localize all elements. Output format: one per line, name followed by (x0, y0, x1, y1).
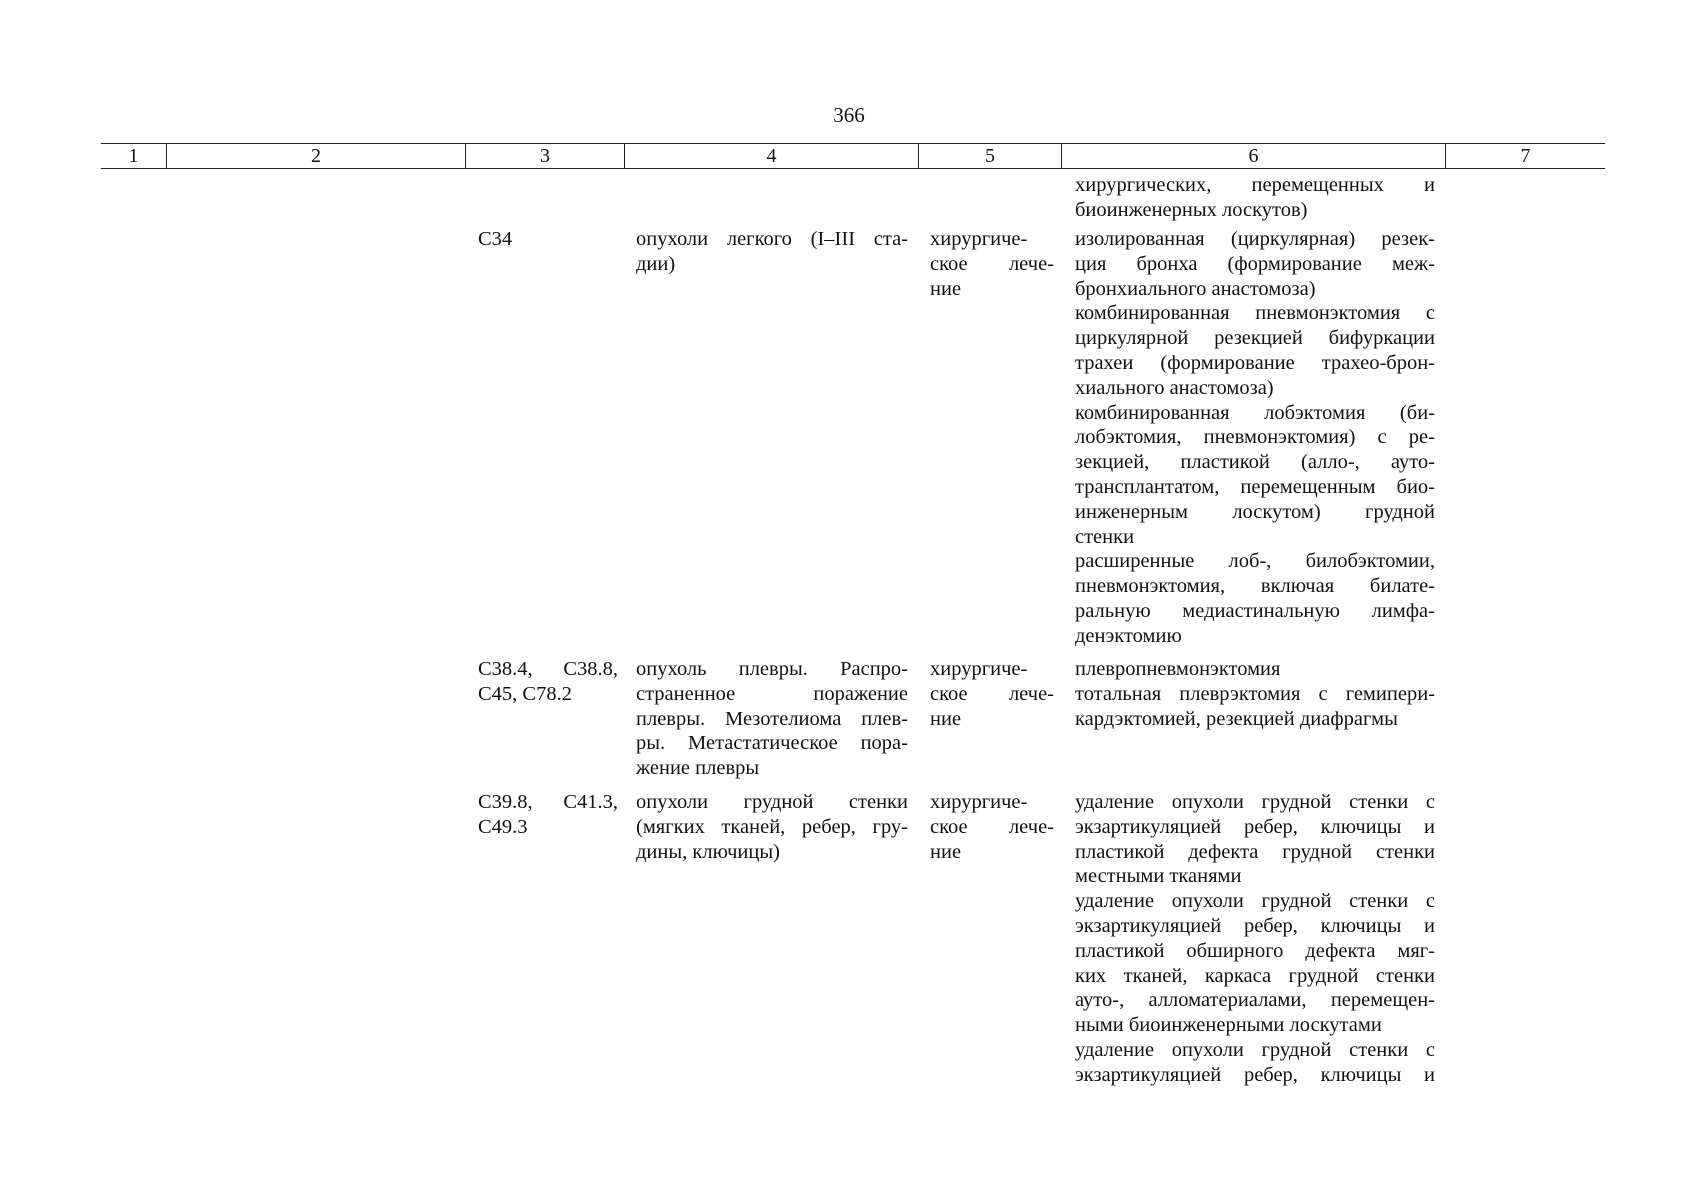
text-line: пневмонэктомия, включая билате- (1075, 575, 1435, 598)
text-line: ское лече- (930, 682, 1054, 705)
text-line: опухоли легкого (I–III ста- (636, 228, 908, 250)
text-line: кардэктомией, резекцией диафрагмы (1075, 707, 1398, 730)
method-item (1075, 1038, 1435, 1088)
text-line: опухоли грудной стенки (636, 791, 908, 813)
text-line: инженерным лоскутом) грудной (1075, 500, 1435, 523)
code-line: C49.3 (478, 815, 528, 838)
text-line: бронхиального анастомоза) (1075, 277, 1316, 300)
text-line: удаление опухоли грудной стенки с (1075, 1038, 1435, 1061)
row-1-codes (478, 227, 618, 252)
text-line: хирургиче- (930, 791, 1028, 813)
text-line: ными биоинженерными лоскутами (1075, 1014, 1382, 1037)
row-1-diagnosis (636, 227, 908, 277)
text-line: хирургиче- (930, 658, 1028, 680)
header-col-3: 3 (540, 145, 550, 167)
text-line: хиального анастомоза) (1075, 376, 1274, 399)
row-3-treatment (930, 790, 1054, 864)
text-line: хирургиче- (930, 228, 1028, 250)
text-line: пластикой дефекта грудной стенки (1075, 840, 1435, 863)
text-line: ауто-, алломатериалами, перемещен- (1075, 989, 1435, 1012)
text-line: ция бронха (формирование меж- (1075, 252, 1435, 275)
continued-method (1075, 173, 1435, 223)
text-line: ких тканей, каркаса грудной стенки (1075, 964, 1435, 987)
text-line: трансплантатом, перемещенным био- (1075, 475, 1435, 498)
header-col-4: 4 (766, 145, 777, 167)
header-col-5: 5 (985, 145, 995, 167)
text-line: комбинированная пневмонэктомия с (1075, 302, 1435, 325)
header-col-6: 6 (1248, 145, 1259, 167)
text-line: лобэктомия, пневмонэктомия) с ре- (1075, 426, 1435, 449)
method-item (1075, 889, 1435, 1038)
method-item (1075, 301, 1435, 400)
text-line: дии) (636, 252, 676, 275)
text-line: жение плевры (636, 757, 760, 780)
text-line: денэктомию (1075, 624, 1182, 647)
text-line: ское лече- (930, 815, 1054, 838)
row-3-codes (478, 790, 618, 840)
text-line: экзартикуляцией ребер, ключицы и (1075, 914, 1435, 937)
header-col-1: 1 (128, 145, 139, 167)
method-item (1075, 549, 1435, 648)
text-line: страненное поражение (636, 682, 908, 705)
text-line: тотальная плеврэктомия с гемипери- (1075, 682, 1435, 705)
text-line: ние (930, 277, 962, 300)
text-line: ры. Метастатическое пора- (636, 732, 908, 755)
text-line: плевропневмонэктомия (1075, 658, 1281, 680)
row-3-diagnosis (636, 790, 908, 864)
header-col-7: 7 (1520, 145, 1531, 167)
method-item (1075, 790, 1435, 889)
text-line: биоинженерных лоскутов) (1075, 198, 1308, 221)
text-line: хирургических, перемещенных и (1075, 174, 1435, 196)
method-item (1075, 227, 1435, 301)
page-number: 366 (833, 103, 865, 127)
row-2-treatment (930, 657, 1054, 731)
text-line: комбинированная лобэктомия (би- (1075, 401, 1435, 424)
text-line: пластикой обширного дефекта мяг- (1075, 939, 1435, 962)
row-2-diagnosis (636, 657, 908, 781)
text-line: циркулярной резекцией бифуркации (1075, 327, 1435, 350)
text-line: зекцией, пластикой (алло-, ауто- (1075, 451, 1435, 474)
row-2-codes (478, 657, 618, 707)
row-1-treatment (930, 227, 1054, 301)
text-line: экзартикуляцией ребер, ключицы и (1075, 1063, 1435, 1086)
method-item (1075, 657, 1435, 682)
text-line: стенки (1075, 525, 1135, 548)
table-header-row (101, 143, 1605, 169)
row-3-methods (1075, 790, 1435, 1088)
text-line: местными тканями (1075, 865, 1242, 888)
text-line: удаление опухоли грудной стенки с (1075, 791, 1435, 813)
method-item (1075, 682, 1435, 732)
code-line: C39.8, C41.3, (478, 791, 618, 813)
text-line: (мягких тканей, ребер, гру- (636, 815, 908, 838)
text-line: изолированная (циркулярная) резек- (1075, 228, 1435, 250)
text-line: расширенные лоб-, билобэктомии, (1075, 550, 1435, 573)
text-line: ние (930, 707, 962, 730)
text-line: экзартикуляцией ребер, ключицы и (1075, 815, 1435, 838)
code-line: C38.4, C38.8, (478, 658, 618, 680)
text-line: ральную медиастинальную лимфа- (1075, 599, 1435, 622)
row-1-methods (1075, 227, 1435, 649)
text-line: ское лече- (930, 252, 1054, 275)
text-line: трахеи (формирование трахео-брон- (1075, 351, 1435, 374)
row-2-methods (1075, 657, 1435, 731)
text-line: опухоль плевры. Распро- (636, 658, 908, 680)
code-line: C34 (478, 228, 513, 250)
text-line: ние (930, 840, 962, 863)
text-line: дины, ключицы) (636, 840, 780, 863)
method-item (1075, 401, 1435, 550)
text-line: плевры. Мезотелиома плев- (636, 707, 908, 730)
text-line: удаление опухоли грудной стенки с (1075, 890, 1435, 913)
header-col-2: 2 (311, 145, 321, 167)
code-line: C45, C78.2 (478, 682, 572, 705)
